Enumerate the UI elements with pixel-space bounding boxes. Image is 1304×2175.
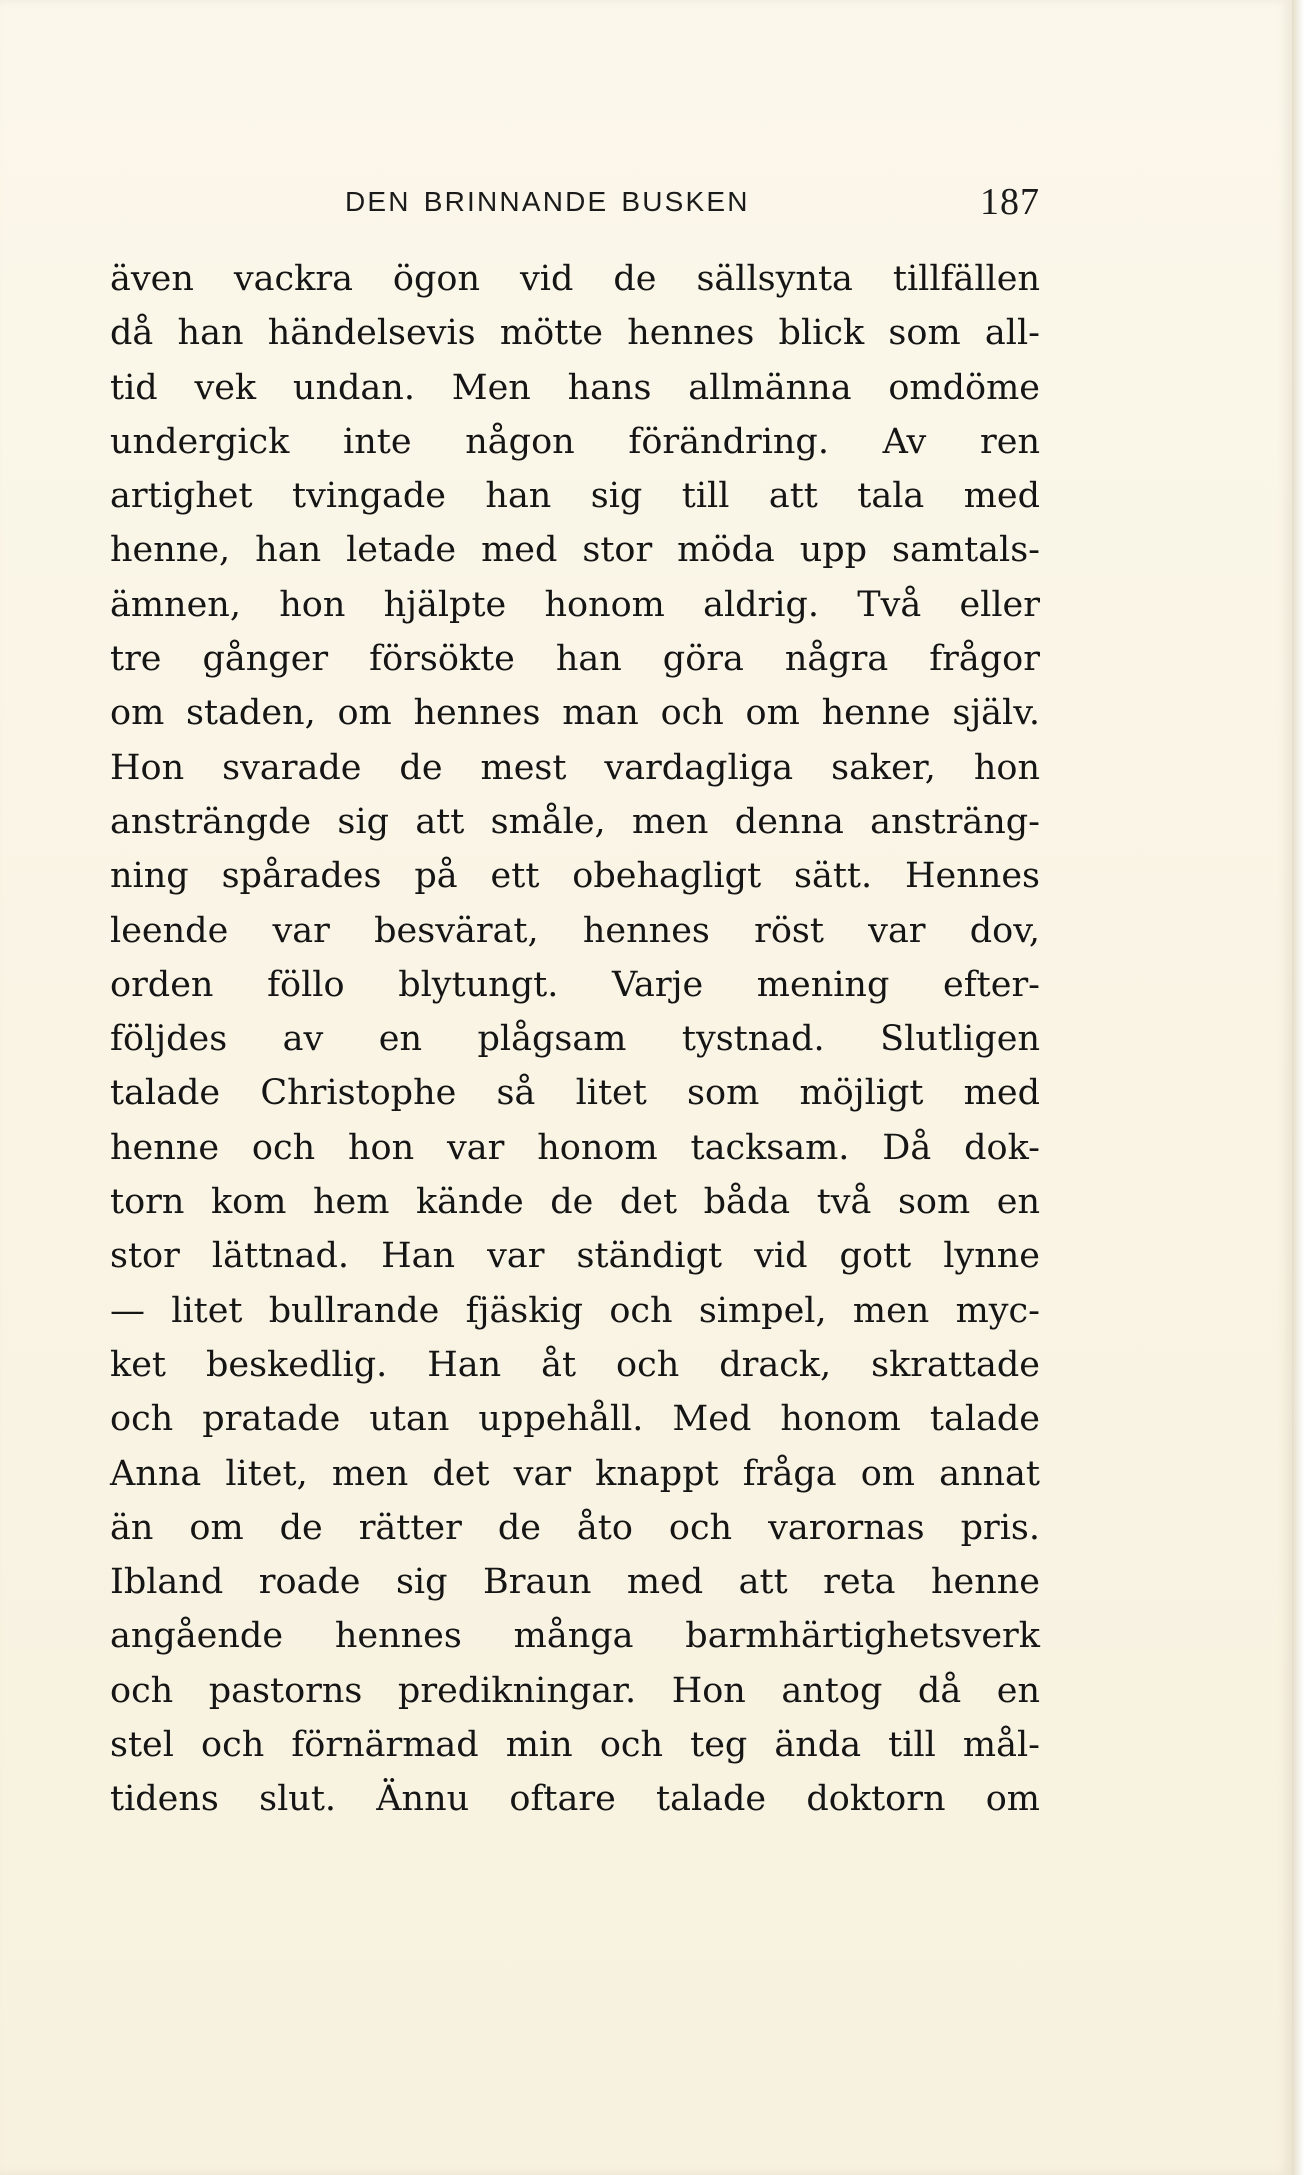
text-line: leende var besvärat, hennes röst var dov, [110, 910, 1040, 951]
page-number: 187 [980, 181, 1040, 223]
text-line: stor lättnad. Han var ständigt vid gott lynne [110, 1236, 1040, 1277]
text-line: henne, han letade med stor möda upp samtals- [110, 530, 1040, 571]
text-line: följdes av en plågsam tystnad. Slutligen [110, 1019, 1040, 1060]
text-line: och pratade utan uppehåll. Med honom talade [110, 1399, 1040, 1440]
text-line: Hon svarade de mest vardagliga saker, hon [110, 747, 1040, 788]
text-line: ämnen, hon hjälpte honom aldrig. Två eller [110, 584, 1040, 625]
text-line: orden föllo blytungt. Varje mening efter- [110, 964, 1040, 1005]
text-line: om staden, om hennes man och om henne själv. [110, 693, 1040, 734]
text-line: ansträngde sig att småle, men denna ansträng- [110, 801, 1040, 842]
text-line: angående hennes många barmhärtighetsverk [110, 1616, 1040, 1657]
text-line: ning spårades på ett obehagligt sätt. Hennes [110, 856, 1040, 897]
running-title: DEN BRINNANDE BUSKEN [345, 186, 750, 217]
running-header [345, 180, 1040, 230]
text-line: talade Christophe så litet som möjligt med [110, 1073, 1040, 1114]
text-line: än om de rätter de åto och varornas pris. [110, 1507, 1040, 1548]
body-text [110, 252, 1040, 1827]
text-line: — litet bullrande fjäskig och simpel, men myc- [110, 1290, 1040, 1331]
text-line: artighet tvingade han sig till att tala med [110, 476, 1040, 517]
text-line: Anna litet, men det var knappt fråga om annat [110, 1453, 1040, 1494]
text-line: tre gånger försökte han göra några frågor [110, 639, 1040, 680]
text-line: undergick inte någon förändring. Av ren [110, 421, 1040, 462]
text-line: tid vek undan. Men hans allmänna omdöme [110, 367, 1040, 408]
text-line: stel och förnärmad min och teg ända till mål- [110, 1725, 1040, 1766]
text-line: tidens slut. Ännu oftare talade doktorn om [110, 1779, 1040, 1820]
text-line: torn kom hem kände de det båda två som en [110, 1182, 1040, 1223]
page-edge [1292, 0, 1304, 2175]
text-line: ket beskedlig. Han åt och drack, skrattade [110, 1344, 1040, 1385]
text-line: även vackra ögon vid de sällsynta tillfällen [110, 259, 1040, 299]
text-line: henne och hon var honom tacksam. Då dok- [110, 1127, 1040, 1168]
text-line: då han händelsevis mötte hennes blick som all- [110, 313, 1040, 354]
text-line: Ibland roade sig Braun med att reta henne [110, 1562, 1040, 1603]
text-line: och pastorns predikningar. Hon antog då en [110, 1670, 1040, 1711]
